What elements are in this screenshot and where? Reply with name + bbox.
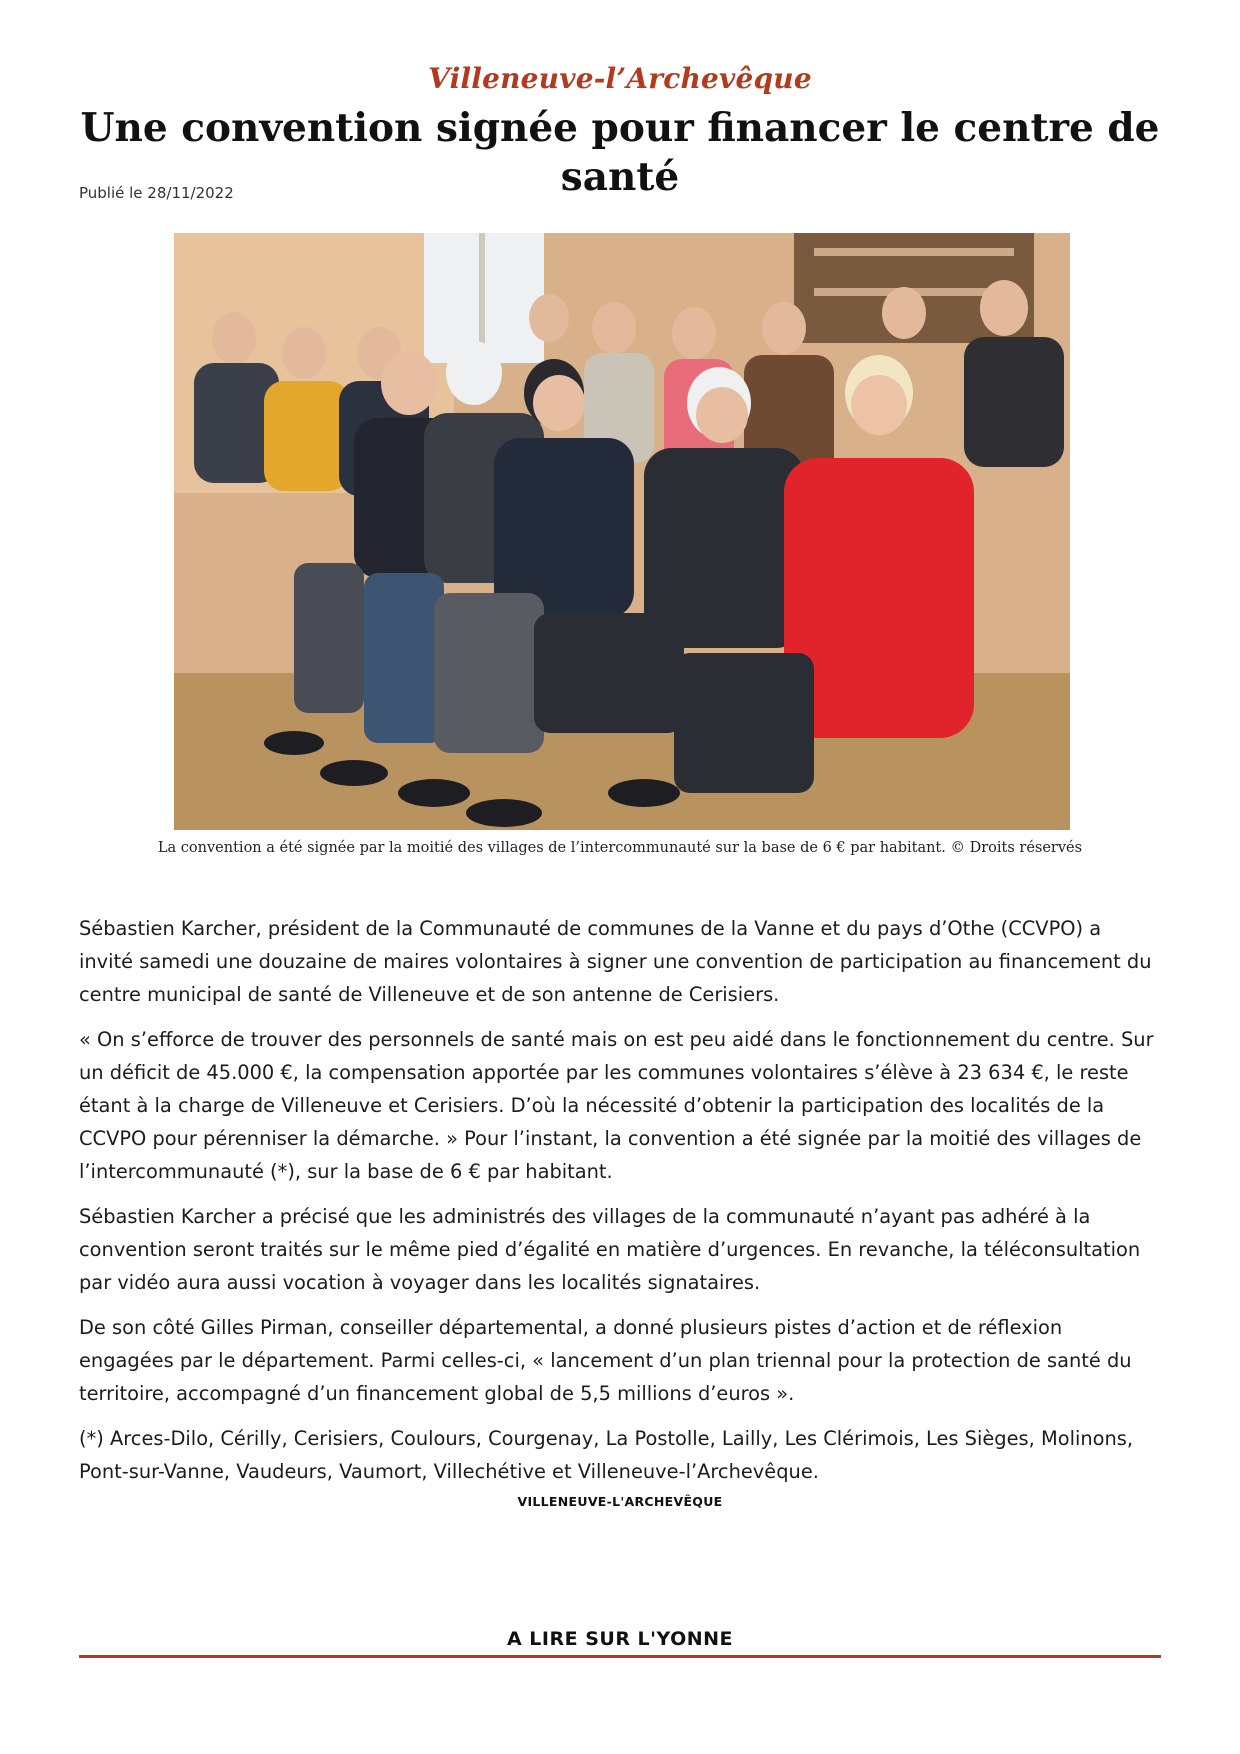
paragraph: De son côté Gilles Pirman, conseiller départemental, a donné plusieurs pistes d’action et de réflexion engagées par le département. Parmi celles-ci, « lancement d’un plan triennal pour la protection de santé du territoire, accompagné d’un financement global de 5,5 millions d’euros ». [79, 1316, 1132, 1405]
section-kicker: Villeneuve-l’Archevêque [428, 62, 812, 95]
publication-date: Publié le 28/11/2022 [79, 184, 234, 202]
article-body [79, 912, 1161, 1500]
article-title: Une convention signée pour financer le centre de santé [80, 105, 1160, 200]
photo-caption: La convention a été signée par la moitié des villages de l’intercommunauté sur la base de 6 € par habitant. © Droits réservés [157, 840, 1083, 856]
related-section-header [79, 1628, 1161, 1650]
related-section-label[interactable]: A LIRE SUR L'YONNE [506, 1628, 733, 1650]
paragraph: Sébastien Karcher, président de la Communauté de communes de la Vanne et du pays d’Othe (CCVPO) a invité samedi une douzaine de maires volontaires à signer une convention de participation au financement du centre municipal de santé de Villeneuve et de son antenne de Cerisiers. [79, 917, 1152, 1006]
related-section-divider [79, 1655, 1161, 1658]
location-tag[interactable]: VILLENEUVE-L'ARCHEVÊQUE [517, 1494, 723, 1509]
paragraph: (*) Arces-Dilo, Cérilly, Cerisiers, Coulours, Courgenay, La Postolle, Lailly, Les Clérimois, Les Sièges, Molinons, Pont-sur-Vanne, Vaudeurs, Vaumort, Villechétive et Villeneuve-l’Archevêque. [79, 1427, 1134, 1483]
paragraph: « On s’efforce de trouver des personnels de santé mais on est peu aidé dans le fonctionnement du centre. Sur un déficit de 45.000 €, la compensation apportée par les communes volontaires s’élève à 23 634 €, le reste étant à la charge de Villeneuve et Cerisiers. D’où la nécessité d’obtenir la participation des localités de la CCVPO pour pérenniser la démarche. » Pour l’instant, la convention a été signée par la moitié des villages de l’intercommunauté (*), sur la base de 6 € par habitant. [79, 1028, 1154, 1183]
article-photo [174, 233, 1070, 830]
paragraph: Sébastien Karcher a précisé que les administrés des villages de la communauté n’ayant pas adhéré à la convention seront traités sur le même pied d’égalité en matière d’urgences. En revanche, la téléconsultation par vidéo aura aussi vocation à voyager dans les localités signataires. [79, 1205, 1141, 1294]
meeting-photo-illustration [174, 233, 1070, 830]
